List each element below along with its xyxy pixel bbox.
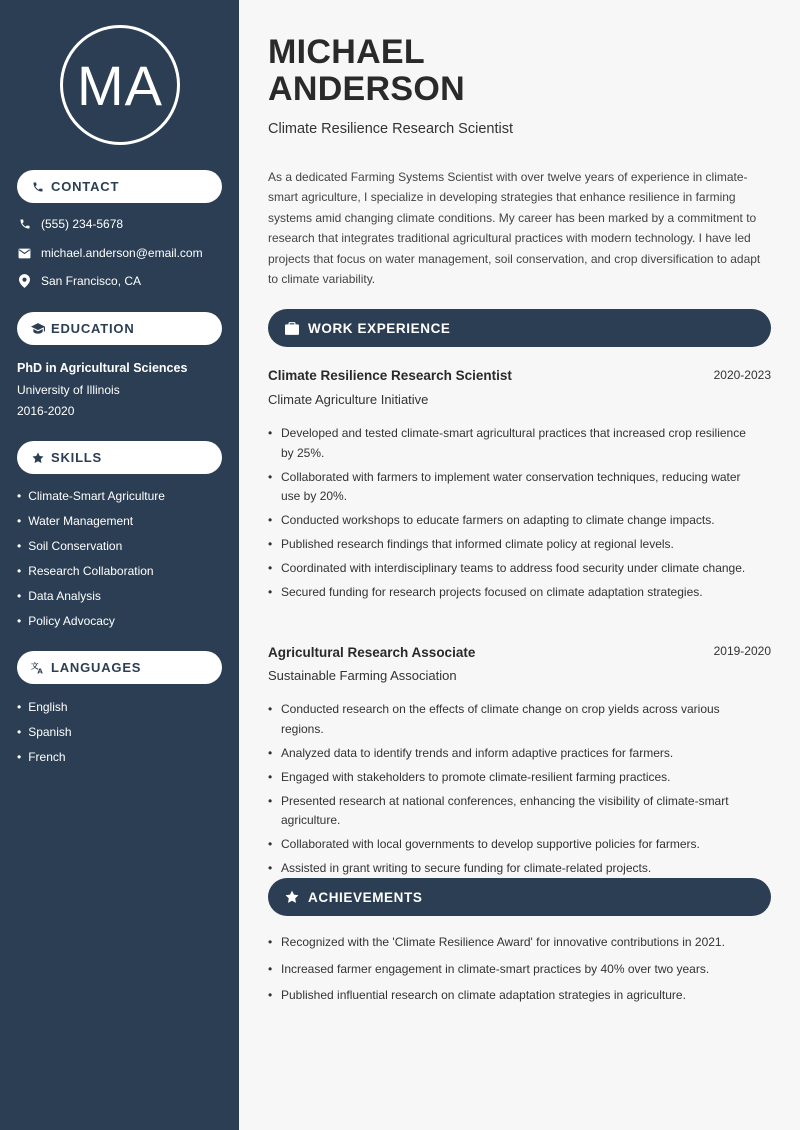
job-bullets	[268, 700, 758, 883]
job-bullet: • Conducted workshops to educate farmers on adapting to climate change impacts.	[268, 511, 758, 531]
skill-item: • Policy Advocacy	[17, 614, 165, 639]
job-dates: 2019-2020	[713, 644, 771, 658]
achievement-item: • Increased farmer engagement in climate-smart practices by 40% over two years.	[268, 960, 758, 980]
star-icon	[284, 889, 300, 905]
languages-list	[17, 700, 72, 775]
job-title: Agricultural Research Associate	[268, 645, 476, 660]
skill-item: • Data Analysis	[17, 589, 165, 614]
contact-phone[interactable]	[17, 217, 123, 231]
job-organization: Climate Agriculture Initiative	[268, 392, 429, 407]
profile-summary: As a dedicated Farming Systems Scientist with over twelve years of experience in climate-smart agriculture, I specialize in developing strategies that enhance resilience in farming systems amid changing climate conditions. My career has been marked by a commitment to research that integrates traditional agricultural practices with modern technology. I have led projects that focus on water management, soil conservation, and crop diversification to adapt to climate variability.	[268, 170, 761, 287]
work-experience-heading	[268, 309, 771, 347]
svg-text:A: A	[37, 667, 43, 674]
name-line-last: ANDERSON	[268, 70, 465, 108]
contact-heading-label: CONTACT	[51, 179, 120, 194]
job-bullets	[268, 424, 758, 607]
work-experience-heading-label: WORK EXPERIENCE	[308, 320, 451, 336]
languages-heading	[17, 651, 222, 684]
briefcase-icon	[284, 320, 300, 336]
language-item: • Spanish	[17, 725, 72, 750]
languages-heading-label: LANGUAGES	[51, 660, 142, 675]
contact-heading	[17, 170, 222, 203]
contact-phone-text: (555) 234-5678	[41, 217, 124, 231]
education-heading-label: EDUCATION	[51, 321, 135, 336]
skill-item: • Research Collaboration	[17, 564, 165, 589]
candidate-role: Climate Resilience Research Scientist	[268, 121, 513, 137]
graduation-cap-icon	[31, 322, 45, 336]
job-bullet: • Secured funding for research projects focused on climate adaptation strategies.	[268, 583, 758, 603]
candidate-name	[268, 34, 465, 108]
job-bullet: • Developed and tested climate-smart agricultural practices that increased crop resilience by 25%.	[268, 424, 758, 463]
education-heading	[17, 312, 222, 345]
job-bullet: • Presented research at national conferences, enhancing the visibility of climate-smart agriculture.	[268, 792, 758, 831]
contact-email-text: michael.anderson@email.com	[41, 246, 203, 260]
skills-list	[17, 489, 165, 639]
job-bullet: • Collaborated with farmers to implement water conservation techniques, reducing water use by 20%.	[268, 468, 758, 507]
contact-email[interactable]	[17, 246, 203, 260]
education-school: University of Illinois	[17, 383, 120, 397]
achievements-heading	[268, 878, 771, 916]
skills-heading-label: SKILLS	[51, 450, 103, 465]
achievement-item: • Published influential research on climate adaptation strategies in agriculture.	[268, 986, 758, 1006]
language-item: • French	[17, 750, 72, 775]
education-years: 2016-2020	[17, 404, 75, 418]
svg-text:文: 文	[31, 661, 39, 671]
phone-icon	[31, 180, 45, 194]
job-title: Climate Resilience Research Scientist	[268, 368, 512, 383]
job-bullet: • Analyzed data to identify trends and inform adaptive practices for farmers.	[268, 744, 758, 764]
job-bullet: • Coordinated with interdisciplinary teams to address food security under climate change.	[268, 559, 758, 579]
phone-icon	[17, 218, 32, 230]
avatar-initials: MA	[77, 53, 163, 117]
job-dates: 2020-2023	[713, 368, 771, 382]
skill-item: • Soil Conservation	[17, 539, 165, 564]
sidebar	[0, 0, 239, 1130]
achievements-heading-label: ACHIEVEMENTS	[308, 889, 423, 905]
location-pin-icon	[17, 274, 32, 288]
star-icon	[31, 451, 45, 465]
avatar	[60, 25, 180, 145]
contact-location	[17, 274, 141, 288]
job-bullet: • Conducted research on the effects of climate change on crop yields across various regions.	[268, 700, 758, 739]
education-degree: PhD in Agricultural Sciences	[17, 361, 188, 375]
language-item: • English	[17, 700, 72, 725]
job-bullet: • Published research findings that informed climate policy at regional levels.	[268, 535, 758, 555]
job-bullet: • Collaborated with local governments to develop supportive policies for farmers.	[268, 835, 758, 855]
skill-item: • Water Management	[17, 514, 165, 539]
achievements-list	[268, 933, 758, 1010]
contact-location-text: San Francisco, CA	[41, 274, 142, 288]
envelope-icon	[17, 248, 32, 259]
job-bullet: • Assisted in grant writing to secure funding for climate-related projects.	[268, 859, 758, 879]
achievement-item: • Recognized with the 'Climate Resilience Award' for innovative contributions in 2021.	[268, 933, 758, 953]
skill-item: • Climate-Smart Agriculture	[17, 489, 165, 514]
job-organization: Sustainable Farming Association	[268, 668, 457, 683]
skills-heading	[17, 441, 222, 474]
job-bullet: • Engaged with stakeholders to promote climate-resilient farming practices.	[268, 768, 758, 788]
translate-icon	[31, 661, 45, 675]
name-line-first: MICHAEL	[268, 33, 425, 71]
